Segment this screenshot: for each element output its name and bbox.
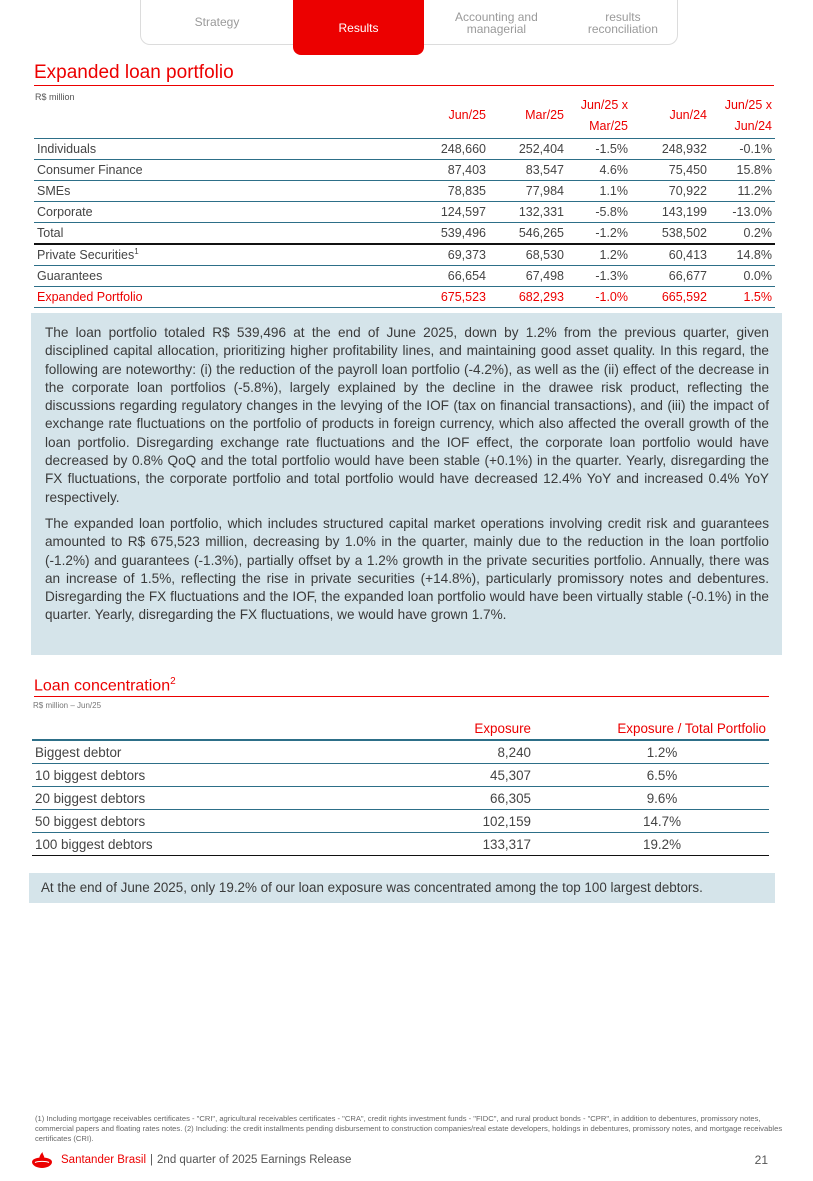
table-row (32, 787, 769, 810)
commentary-paragraph: The loan portfolio totaled R$ 539,496 at the end of June 2025, down by 1.2% from the previous quarter, given disciplined capital allocation, prioritizing higher profitability lines, and maintaining good asset quality. In this regard, the following are noteworthy: (i) the reduction of the payroll loan portfolio (-4.2%), as well as the (ii) effect of the decrease in the corporate loan portfolios (-5.8%), largely explained by the decline in the drawee risk product, reflecting the discussions regarding regulatory changes in the levying of the IOF (tax on financial transactions), and (iii) the impact of exchange rate fluctuations on the portfolio of products in foreign currency, which also affected the overall growth of the loan portfolio. Disregarding exchange rate fluctuations and the IOF effect, the corporate loan portfolio would have decreased by 0.8% QoQ and the total portfolio would have been stable (+0.1%) in the quarter. Yearly, disregarding the FX fluctuations, the corporate portfolio and total portfolio would have decreased 12.4% YoY and increased 0.4% YoY respectively. (45, 325, 769, 505)
loan-concentration-table (32, 717, 769, 856)
cell-qoq: 4.6% (567, 160, 631, 181)
cell-qoq: -1.0% (567, 287, 631, 308)
cell-jun25: 675,523 (414, 287, 489, 308)
cell-share: 6.5% (555, 764, 769, 787)
header-blank (32, 717, 338, 740)
header-mar25: Mar/25 (489, 93, 567, 139)
section-tabs (140, 0, 678, 45)
header-yoy (710, 93, 775, 139)
footer-subtitle: 2nd quarter of 2025 Earnings Release (157, 1154, 352, 1166)
footer-separator: | (150, 1154, 154, 1166)
cell-jun25: 78,835 (414, 181, 489, 202)
cell-qoq: 1.1% (567, 181, 631, 202)
cell-qoq: 1.2% (567, 244, 631, 266)
cell-jun24: 70,922 (631, 181, 710, 202)
cell-share: 1.2% (555, 740, 769, 764)
footnote-ref: 2 (170, 676, 176, 687)
cell-jun24: 66,677 (631, 266, 710, 287)
header-share: Exposure / Total Portfolio (555, 717, 769, 740)
cell-mar25: 77,984 (489, 181, 567, 202)
row-label: Expanded Portfolio (34, 287, 414, 308)
cell-jun25: 539,496 (414, 223, 489, 245)
tab-strategy[interactable]: Strategy (194, 15, 240, 29)
cell-jun25: 248,660 (414, 139, 489, 160)
cell-jun24: 248,932 (631, 139, 710, 160)
cell-yoy: 15.8% (710, 160, 775, 181)
tab-results[interactable]: Results (293, 0, 424, 55)
concentration-note-box: At the end of June 2025, only 19.2% of our loan exposure was concentrated among the top 100 largest debtors. (29, 873, 775, 903)
cell-jun24: 143,199 (631, 202, 710, 223)
page-footer (31, 1150, 771, 1170)
cell-mar25: 132,331 (489, 202, 567, 223)
row-label: SMEs (34, 181, 414, 202)
tab-reconciliation-label-line1: Accounting and managerial (455, 10, 538, 36)
header-blank (34, 93, 414, 139)
cell-jun24: 665,592 (631, 287, 710, 308)
footnotes: (1) Including mortgage receivables certificates - "CRI", agricultural receivables certificates - "CRA", credit rights investment funds - "FIDC", and rural product bonds - "CPR", in addition to debentures, promissory notes, commercial papers and floating rates notes. (2) Including: the credit installments pending disbursement to construction companies/real estate developers, holdings in debentures, promissory notes, and mortgage receivables certificates (CRI). (35, 1114, 783, 1143)
table-row (34, 266, 775, 287)
footer-brand: Santander Brasil (61, 1154, 147, 1166)
expanded-portfolio-unit: R$ million (35, 92, 75, 102)
header-qoq (567, 93, 631, 139)
tab-reconciliation-label-line2: results reconciliation (587, 10, 658, 36)
table-row (32, 740, 769, 764)
header-jun24: Jun/24 (631, 93, 710, 139)
cell-yoy: -0.1% (710, 139, 775, 160)
santander-flame-icon (31, 1151, 53, 1169)
row-label: Total (34, 223, 414, 245)
row-label: Individuals (34, 139, 414, 160)
cell-jun25: 87,403 (414, 160, 489, 181)
cell-jun25: 69,373 (414, 244, 489, 266)
portfolio-commentary-box (31, 313, 782, 655)
row-label (34, 244, 414, 266)
cell-yoy: 1.5% (710, 287, 775, 308)
cell-mar25: 83,547 (489, 160, 567, 181)
footnote-ref: 1 (134, 247, 139, 257)
cell-share: 14.7% (555, 810, 769, 833)
table-header-row (32, 717, 769, 740)
cell-qoq: -5.8% (567, 202, 631, 223)
cell-mar25: 682,293 (489, 287, 567, 308)
cell-share: 19.2% (555, 833, 769, 856)
cell-jun24: 75,450 (631, 160, 710, 181)
table-row (34, 160, 775, 181)
table-row (32, 833, 769, 856)
row-label: 10 biggest debtors (32, 764, 338, 787)
cell-jun24: 60,413 (631, 244, 710, 266)
header-exposure: Exposure (338, 717, 555, 740)
table-row (34, 139, 775, 160)
cell-exposure: 66,305 (338, 787, 555, 810)
cell-qoq: -1.5% (567, 139, 631, 160)
header-yoy-line2: Jun/24 (734, 118, 772, 133)
commentary-paragraph: The expanded loan portfolio, which includes structured capital market operations involving credit risk and guarantees amounted to R$ 675,523 million, decreasing by 1.0% in the quarter, mainly due to the reduction in the loan portfolio (-1.2%) and guarantees (-1.3%), partially offset by a 1.2% growth in the private securities portfolio. Annually, there was an increase of 1.5%, reflecting the rise in private securities (+14.8%), particularly promissory notes and debentures. Disregarding the FX fluctuations and the IOF, the expanded loan portfolio would have been virtually stable (-0.1%) in the quarter. Yearly, disregarding the FX fluctuations, we would have grown 1.7%. (45, 515, 769, 623)
cell-mar25: 546,265 (489, 223, 567, 245)
cell-yoy: 14.8% (710, 244, 775, 266)
cell-jun25: 124,597 (414, 202, 489, 223)
loan-concentration-title-text: Loan concentration (34, 677, 171, 695)
row-label: Biggest debtor (32, 740, 338, 764)
cell-exposure: 45,307 (338, 764, 555, 787)
row-label: Consumer Finance (34, 160, 414, 181)
header-qoq-line1: Jun/25 x (580, 97, 628, 112)
loan-concentration-unit: R$ million – Jun/25 (33, 701, 102, 710)
expanded-portfolio-table (34, 93, 775, 308)
table-row (32, 764, 769, 787)
loan-concentration-title (34, 676, 769, 697)
table-row-expanded-total (34, 287, 775, 308)
cell-yoy: 11.2% (710, 181, 775, 202)
table-row (34, 181, 775, 202)
cell-exposure: 133,317 (338, 833, 555, 856)
row-label: 50 biggest debtors (32, 810, 338, 833)
row-label: 20 biggest debtors (32, 787, 338, 810)
cell-mar25: 68,530 (489, 244, 567, 266)
row-label: Corporate (34, 202, 414, 223)
header-qoq-line2: Mar/25 (589, 118, 628, 133)
table-row (34, 244, 775, 266)
cell-yoy: -13.0% (710, 202, 775, 223)
cell-jun25: 66,654 (414, 266, 489, 287)
cell-exposure: 102,159 (338, 810, 555, 833)
cell-qoq: -1.2% (567, 223, 631, 245)
tab-reconciliation[interactable] (424, 0, 677, 44)
page-number: 21 (754, 1153, 768, 1167)
cell-share: 9.6% (555, 787, 769, 810)
cell-yoy: 0.0% (710, 266, 775, 287)
row-label: Guarantees (34, 266, 414, 287)
cell-mar25: 67,498 (489, 266, 567, 287)
cell-mar25: 252,404 (489, 139, 567, 160)
cell-exposure: 8,240 (338, 740, 555, 764)
table-header-row (34, 93, 775, 139)
cell-qoq: -1.3% (567, 266, 631, 287)
cell-yoy: 0.2% (710, 223, 775, 245)
header-jun25: Jun/25 (414, 93, 489, 139)
table-row (34, 202, 775, 223)
table-row (32, 810, 769, 833)
header-yoy-line1: Jun/25 x (724, 97, 772, 112)
row-label: 100 biggest debtors (32, 833, 338, 856)
cell-jun24: 538,502 (631, 223, 710, 245)
expanded-portfolio-title: Expanded loan portfolio (34, 62, 774, 86)
row-label-text: Private Securities (37, 248, 135, 263)
table-row-total (34, 223, 775, 245)
